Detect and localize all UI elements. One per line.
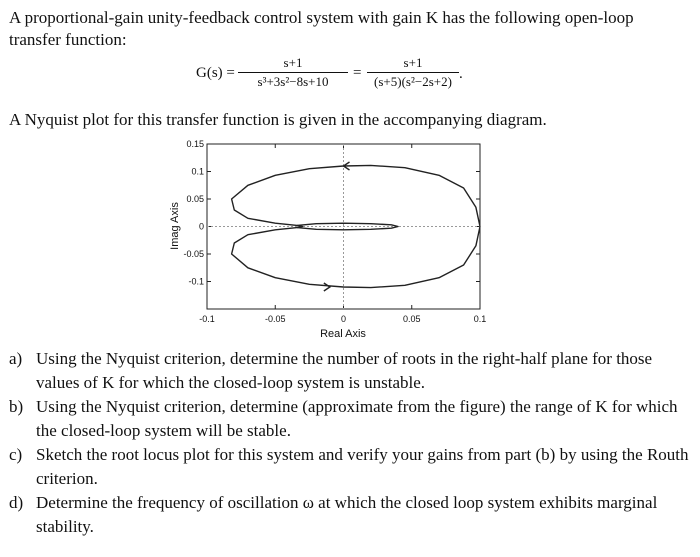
question-label: c) (9, 445, 23, 464)
equation-end: . (459, 66, 463, 82)
fraction-bar (367, 72, 459, 73)
fraction-bar (238, 72, 348, 73)
question-list (9, 347, 689, 539)
y-tick-label: 0.1 (191, 166, 204, 177)
x-tick-label: 0.1 (473, 314, 487, 324)
nyquist-plot-svg (160, 140, 510, 340)
question-text: Sketch the root locus plot for this system and verify your gains from part (b) by using the Routh criterion. (36, 445, 689, 488)
question-label: a) (9, 349, 23, 368)
question-text: Using the Nyquist criterion, determine the number of roots in the right-half plane for those values of K for which the closed-loop system is unstable. (36, 349, 653, 392)
fraction-expanded-denominator: s³+3s²−8s+10 (257, 74, 329, 89)
y-tick-label: 0.05 (186, 194, 204, 204)
question-text: Using the Nyquist criterion, determine (approximate from the figure) the range of K for which the closed-loop system will be stable. (36, 397, 678, 440)
fraction-expanded-numerator: s+1 (283, 55, 303, 70)
question-b (9, 395, 689, 443)
y-axis-label: Imag Axis (169, 202, 181, 250)
x-tick-label: 0 (340, 314, 347, 324)
y-tick-label: -0.05 (183, 249, 204, 259)
x-tick-label: -0.05 (264, 314, 286, 324)
question-label: b) (9, 397, 24, 416)
y-tick-label: -0.1 (188, 276, 204, 287)
question-d (9, 491, 689, 539)
equation-equals: = (353, 65, 362, 81)
x-axis-label: Real Axis (320, 328, 366, 340)
y-tick-label: 0.15 (186, 140, 204, 149)
question-text: Determine the frequency of oscillation ω at which the closed loop system exhibits marginal stability. (36, 493, 658, 536)
fraction-expanded (238, 55, 348, 90)
intro-paragraph: A proportional-gain unity-feedback control system with gain K has the following open-loop transfer function: (9, 8, 634, 49)
y-tick-label: 0 (198, 221, 204, 232)
equation-lhs: G(s) = (196, 65, 235, 81)
question-a (9, 347, 689, 395)
fraction-factored-numerator: s+1 (403, 55, 423, 70)
fraction-factored (367, 55, 459, 90)
x-tick-label: -0.1 (199, 314, 215, 324)
question-label: d) (9, 493, 24, 512)
fraction-factored-denominator: (s+5)(s²−2s+2) (374, 74, 452, 89)
nyquist-plot (160, 140, 510, 340)
question-c (9, 443, 689, 491)
direction-arrow (324, 283, 330, 291)
plot-caption: A Nyquist plot for this transfer function is given in the accompanying diagram. (9, 110, 547, 129)
x-tick-label: 0.05 (402, 314, 421, 324)
